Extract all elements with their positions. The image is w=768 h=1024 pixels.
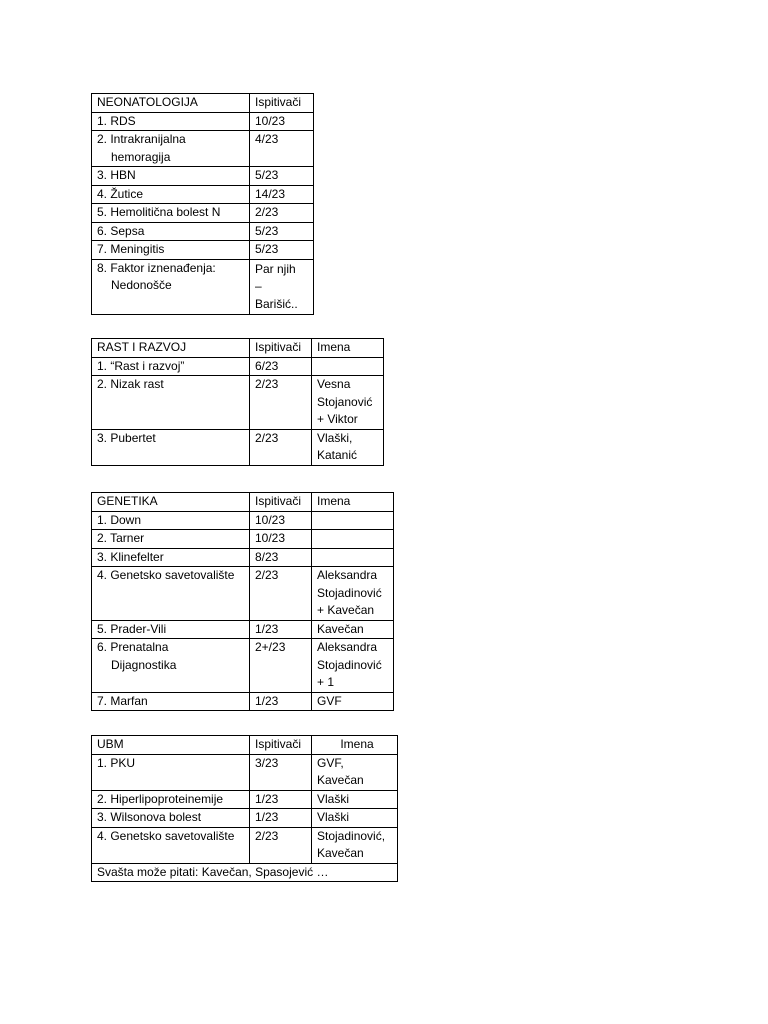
count-cell: 2/23 xyxy=(250,376,312,430)
item-cell: 3. HBN xyxy=(92,167,250,186)
section-title: NEONATOLOGIJA xyxy=(92,94,250,113)
item-cell xyxy=(92,259,250,315)
table-row xyxy=(92,241,314,260)
ubm-table xyxy=(91,735,398,882)
item-text-continued: Nedonošče xyxy=(111,278,172,292)
table-row xyxy=(92,530,394,549)
item-cell: 4. Genetsko savetovalište xyxy=(92,827,250,863)
name-line: GVF xyxy=(317,693,342,708)
table-row xyxy=(92,639,394,693)
count-cell: 10/23 xyxy=(250,511,312,530)
item-cell: 1. Down xyxy=(92,511,250,530)
name-line: Aleksandra xyxy=(317,568,378,582)
item-cell: 2. Tarner xyxy=(92,530,250,549)
name-line: Aleksandra xyxy=(317,640,378,654)
item-cell: 2. Nizak rast xyxy=(92,376,250,430)
count-cell: 3/23 xyxy=(250,754,312,790)
table-row xyxy=(92,754,398,790)
item-cell: 3. Klinefelter xyxy=(92,548,250,567)
count-cell: 10/23 xyxy=(250,530,312,549)
name-line: + 1 xyxy=(317,675,335,689)
name-line: Vlaški xyxy=(317,791,350,806)
table-row xyxy=(92,376,384,430)
table-row xyxy=(92,548,394,567)
count-cell: 14/23 xyxy=(250,185,314,204)
section-title: UBM xyxy=(92,736,250,755)
column-header-imena: Imena xyxy=(312,736,398,755)
item-cell: 6. Sepsa xyxy=(92,222,250,241)
count-cell xyxy=(250,259,314,315)
table-footer-row xyxy=(92,863,398,882)
table-row xyxy=(92,692,394,711)
table-row xyxy=(92,222,314,241)
item-cell: 7. Meningitis xyxy=(92,241,250,260)
names-cell xyxy=(312,530,394,549)
item-text: 6. Prenatalna xyxy=(97,640,169,654)
count-line: Barišić.. xyxy=(255,296,298,311)
table-row xyxy=(92,167,314,186)
count-cell: 1/23 xyxy=(250,809,312,828)
count-cell: 2/23 xyxy=(250,204,314,223)
name-line: Vlaški xyxy=(317,810,350,824)
table-header-row xyxy=(92,339,384,358)
count-cell: 10/23 xyxy=(250,112,314,131)
item-cell: 7. Marfan xyxy=(92,692,250,711)
column-header-ispitivaci: Ispitivači xyxy=(250,493,312,512)
names-cell xyxy=(312,511,394,530)
item-cell: 3. Pubertet xyxy=(92,429,250,465)
section-title: GENETIKA xyxy=(92,493,250,512)
column-header-ispitivaci: Ispitivači xyxy=(250,736,312,755)
table-header-row xyxy=(92,736,398,755)
count-cell: 1/23 xyxy=(250,790,312,809)
item-cell: 1. PKU xyxy=(92,754,250,790)
section-title: RAST I RAZVOJ xyxy=(92,339,250,358)
item-cell: 1. “Rast i razvoj” xyxy=(92,357,250,376)
table-row xyxy=(92,790,398,809)
names-cell xyxy=(312,692,394,711)
table-row xyxy=(92,185,314,204)
table-row xyxy=(92,259,314,315)
footer-note: Svašta može pitati: Kavečan, Spasojević … xyxy=(92,863,398,882)
neonatologija-table xyxy=(91,93,314,315)
count-cell: 5/23 xyxy=(250,167,314,186)
names-cell xyxy=(312,790,398,809)
name-line: Kavečan xyxy=(317,773,364,787)
count-cell: 8/23 xyxy=(250,548,312,567)
item-cell: 5. Prader-Vili xyxy=(92,620,250,639)
count-cell: 2/23 xyxy=(250,429,312,465)
name-line: + Viktor xyxy=(317,412,358,426)
names-cell xyxy=(312,548,394,567)
item-cell: 4. Genetsko savetovalište xyxy=(92,567,250,621)
names-cell xyxy=(312,754,398,790)
count-cell: 2+/23 xyxy=(250,639,312,693)
names-cell xyxy=(312,357,384,376)
count-cell: 2/23 xyxy=(250,827,312,863)
item-text: 8. Faktor iznenađenja: xyxy=(97,260,216,275)
table-row xyxy=(92,827,398,863)
count-cell: 6/23 xyxy=(250,357,312,376)
names-cell xyxy=(312,827,398,863)
table-header-row xyxy=(92,94,314,113)
names-cell xyxy=(312,567,394,621)
table-row xyxy=(92,809,398,828)
name-line: Stojadinović xyxy=(317,585,382,600)
count-cell: 5/23 xyxy=(250,241,314,260)
rast-i-razvoj-table xyxy=(91,338,384,466)
item-cell xyxy=(92,639,250,693)
table-row xyxy=(92,357,384,376)
item-text-continued: hemoragija xyxy=(111,149,171,164)
item-cell: 2. Hiperlipoproteinemije xyxy=(92,790,250,809)
names-cell xyxy=(312,620,394,639)
name-line: + Kavečan xyxy=(317,603,375,617)
count-line: Par njih xyxy=(255,261,296,276)
column-header-ispitivaci: Ispitivači xyxy=(250,339,312,358)
table-row xyxy=(92,567,394,621)
item-cell: 1. RDS xyxy=(92,112,250,131)
table-row xyxy=(92,131,314,167)
name-line: Vesna xyxy=(317,377,351,391)
item-cell: 3. Wilsonova bolest xyxy=(92,809,250,828)
item-text: 2. Intrakranijalna xyxy=(97,132,186,146)
name-line: Kavečan xyxy=(317,621,364,636)
count-cell: 5/23 xyxy=(250,222,314,241)
name-line: Katanić xyxy=(317,448,358,462)
item-cell: 4. Žutice xyxy=(92,185,250,204)
count-cell: 1/23 xyxy=(250,692,312,711)
table-row xyxy=(92,511,394,530)
name-line: GVF, xyxy=(317,755,344,770)
table-row xyxy=(92,112,314,131)
item-cell: 5. Hemolitična bolest N xyxy=(92,204,250,223)
names-cell xyxy=(312,809,398,828)
name-line: Vlaški, xyxy=(317,430,353,445)
name-line: Stojadinović, xyxy=(317,828,386,843)
names-cell xyxy=(312,376,384,430)
name-line: Stojadinović xyxy=(317,657,382,672)
name-line: Kavečan xyxy=(317,846,364,860)
table-row xyxy=(92,204,314,223)
column-header-imena: Imena xyxy=(312,339,384,358)
count-line: – xyxy=(255,279,262,293)
names-cell xyxy=(312,429,384,465)
genetika-table xyxy=(91,492,394,711)
item-text-continued: Dijagnostika xyxy=(111,657,177,672)
names-cell xyxy=(312,639,394,693)
item-cell xyxy=(92,131,250,167)
name-line: Stojanović xyxy=(317,394,373,409)
table-row xyxy=(92,620,394,639)
column-header-ispitivaci: Ispitivači xyxy=(250,94,314,113)
table-row xyxy=(92,429,384,465)
count-cell: 2/23 xyxy=(250,567,312,621)
column-header-imena: Imena xyxy=(312,493,394,512)
table-header-row xyxy=(92,493,394,512)
count-cell: 4/23 xyxy=(250,131,314,167)
count-cell: 1/23 xyxy=(250,620,312,639)
